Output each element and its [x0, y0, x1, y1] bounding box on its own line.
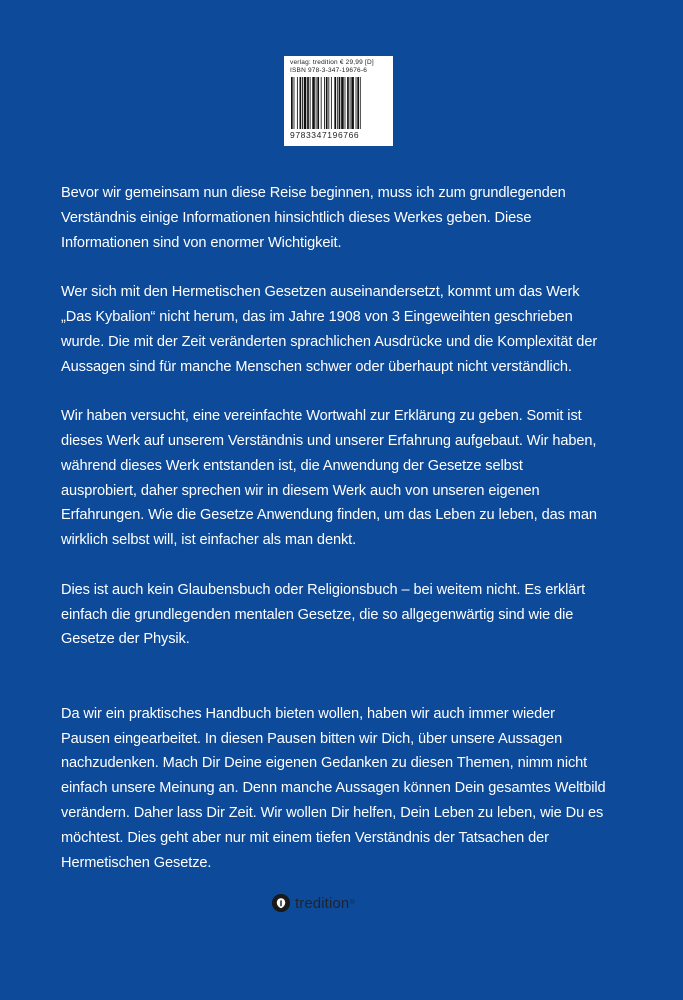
barcode-bar	[297, 77, 298, 129]
barcode-bar	[324, 77, 325, 129]
barcode-bar	[310, 77, 311, 129]
paragraph-approach	[61, 404, 661, 553]
text-line: Bevor wir gemeinsam nun diese Reise beginnen, muss ich zum grundlegenden	[61, 185, 566, 201]
text-line: Erfahrungen. Wie die Gesetze Anwendung finden, um das Leben zu leben, das man	[61, 507, 597, 524]
barcode-bar	[356, 77, 357, 129]
text-line: Da wir ein praktisches Handbuch bieten wollen, haben wir auch immer wieder	[61, 705, 555, 722]
back-cover-text	[61, 181, 661, 875]
text-line: Wir haben versucht, eine vereinfachte Wortwahl zur Erklärung zu geben. Somit ist	[61, 408, 582, 425]
barcode-bar	[326, 77, 328, 129]
text-line: Dies ist auch kein Glaubensbuch oder Religionsbuch – bei weitem nicht. Es erklärt	[61, 581, 586, 598]
text-line: Wer sich mit den Hermetischen Gesetzen auseinandersetzt, kommt um das Werk	[61, 284, 580, 301]
paragraph-handbook	[61, 702, 661, 876]
barcode-bar	[302, 77, 303, 129]
barcode-bar	[294, 77, 295, 129]
publisher-logo	[272, 893, 355, 913]
text-line: Verständnis einige Informationen hinsichtlich dieses Werkes geben. Diese	[61, 209, 532, 226]
barcode-bar	[291, 77, 293, 129]
text-line: möchtest. Dies geht aber nur mit einem tiefen Verständnis der Tatsachen der	[61, 829, 549, 846]
text-line: während dieses Werk entstanden ist, die Anwendung der Gesetze selbst	[61, 457, 523, 474]
text-line: Informationen sind von enormer Wichtigkeit.	[61, 234, 342, 251]
barcode-bar	[339, 77, 341, 129]
barcode-bar	[351, 77, 354, 129]
text-line: Aussagen sind für manche Menschen schwer oder überhaupt nicht verständlich.	[61, 358, 572, 375]
barcode-isbn-line: ISBN 978-3-347-19676-6	[290, 67, 368, 74]
text-line: Gesetze der Physik.	[61, 631, 190, 648]
barcode-bar	[328, 77, 329, 129]
barcode-bar	[345, 77, 346, 129]
barcode-bar	[331, 77, 332, 129]
text-line: wurde. Die mit der Zeit veränderten sprachlichen Ausdrücke und die Komplexität der	[61, 333, 598, 350]
barcode-bar	[316, 77, 317, 129]
text-line: verändern. Daher lass Dir Zeit. Wir wollen Dir helfen, Dein Leben zu leben, wie Du es	[61, 804, 604, 821]
text-line: Hermetischen Gesetze.	[61, 854, 212, 871]
barcode-bar	[321, 77, 322, 129]
text-line: dieses Werk auf unserem Verständnis und unserer Erfahrung aufgebaut. Wir haben,	[61, 432, 597, 449]
barcode-bar	[337, 77, 338, 129]
barcode-bar	[347, 77, 349, 129]
paragraph-kybalion	[61, 280, 661, 379]
text-line: einfach unsere Meinung an. Denn manche Aussagen können Dein gesamtes Weltbild	[61, 780, 606, 797]
barcode-bar	[350, 77, 351, 129]
isbn-barcode-label	[284, 56, 393, 146]
barcode-bar	[300, 77, 302, 129]
barcode-price-line: verlag: tredition € 29,99 [D]	[290, 59, 374, 66]
paragraph-not-religion	[61, 578, 661, 652]
paragraph-intro	[61, 181, 661, 255]
barcode-bar	[312, 77, 315, 129]
registered-mark: ®	[350, 900, 355, 906]
text-line: einfach die grundlegenden mentalen Gesetze, die so allgegenwärtig sind wie die	[61, 606, 574, 623]
tredition-logo-icon	[272, 894, 290, 912]
text-line: nachzudenken. Mach Dir Deine eigenen Gedanken zu diesen Themen, nimm nicht	[61, 755, 588, 772]
barcode-bar	[317, 77, 319, 129]
barcode-bar	[341, 77, 344, 129]
barcode-number: 9783347196766	[290, 130, 360, 140]
text-line: wirklich selbst will, ist einfacher als man denkt.	[61, 532, 357, 549]
barcode-bar	[357, 77, 359, 129]
barcode-bar	[360, 77, 361, 129]
barcode-bars-icon	[290, 77, 386, 129]
text-line: ausprobiert, daher sprechen wir in diesem Werk auch von unseren eigenen	[61, 482, 540, 499]
barcode-bar	[307, 77, 309, 129]
publisher-name: tredition	[295, 894, 350, 912]
barcode-bar	[334, 77, 336, 129]
text-line: Pausen eingearbeitet. In diesen Pausen bitten wir Dich, über unsere Aussagen	[61, 730, 563, 747]
text-line: „Das Kybalion“ nicht herum, das im Jahre 1908 von 3 Eingeweihten geschrieben	[61, 308, 573, 325]
barcode-bar	[304, 77, 307, 129]
